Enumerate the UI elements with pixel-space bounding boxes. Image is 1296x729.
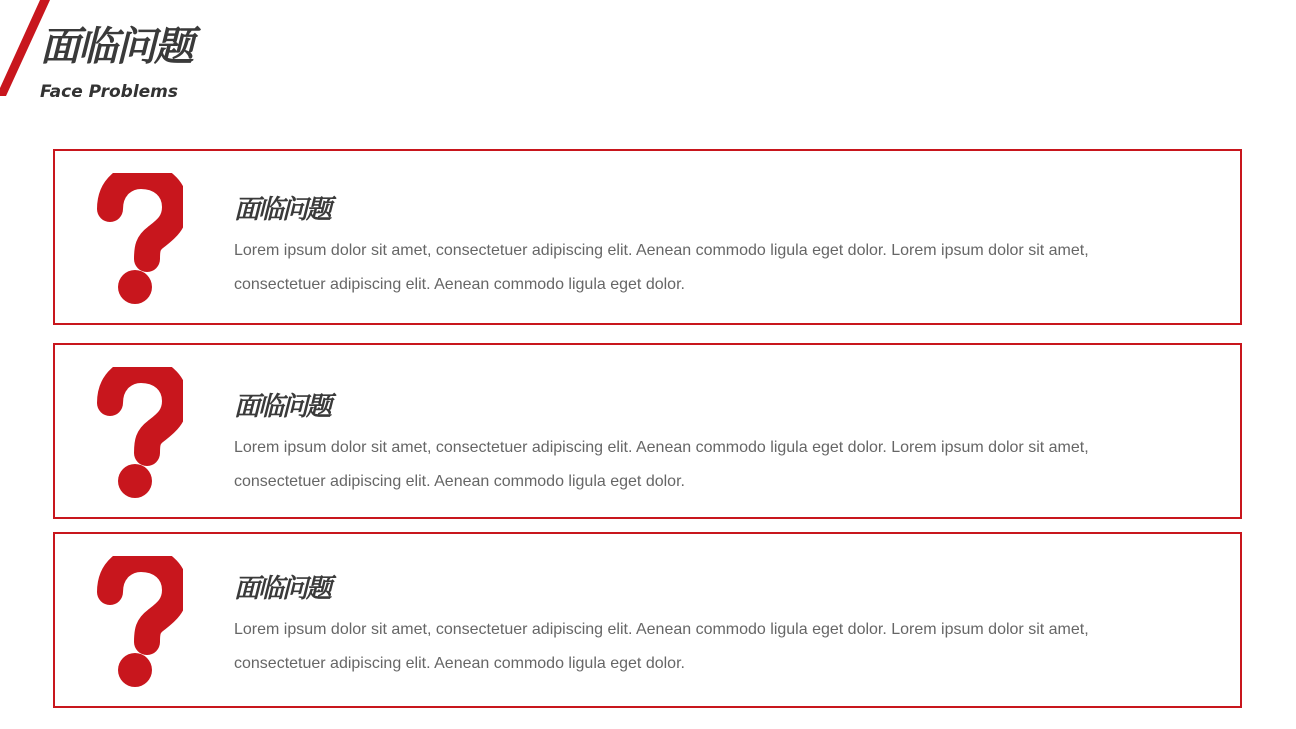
card-description: Lorem ipsum dolor sit amet, consectetuer adipiscing elit. Aenean commodo ligula eget dolor. Lorem ipsum dolor sit amet, consectetuer adipiscing elit. Aenean commodo ligula eget dolor. [234, 439, 1089, 490]
card-title: 面临问题 [234, 574, 331, 604]
page-title: 面临问题 [40, 24, 192, 70]
question-mark-icon [95, 173, 183, 305]
question-mark-icon [95, 556, 183, 688]
card-description: Lorem ipsum dolor sit amet, consectetuer adipiscing elit. Aenean commodo ligula eget dolor. Lorem ipsum dolor sit amet, consectetuer adipiscing elit. Aenean commodo ligula eget dolor. [234, 621, 1089, 672]
problem-card [53, 149, 1242, 325]
card-title: 面临问题 [234, 392, 331, 422]
card-title: 面临问题 [234, 195, 331, 225]
page-subtitle: Face Problems [40, 82, 179, 102]
problem-card [53, 532, 1242, 708]
card-description: Lorem ipsum dolor sit amet, consectetuer adipiscing elit. Aenean commodo ligula eget dolor. Lorem ipsum dolor sit amet, consectetuer adipiscing elit. Aenean commodo ligula eget dolor. [234, 242, 1089, 293]
problem-card [53, 343, 1242, 519]
question-mark-icon [95, 367, 183, 499]
